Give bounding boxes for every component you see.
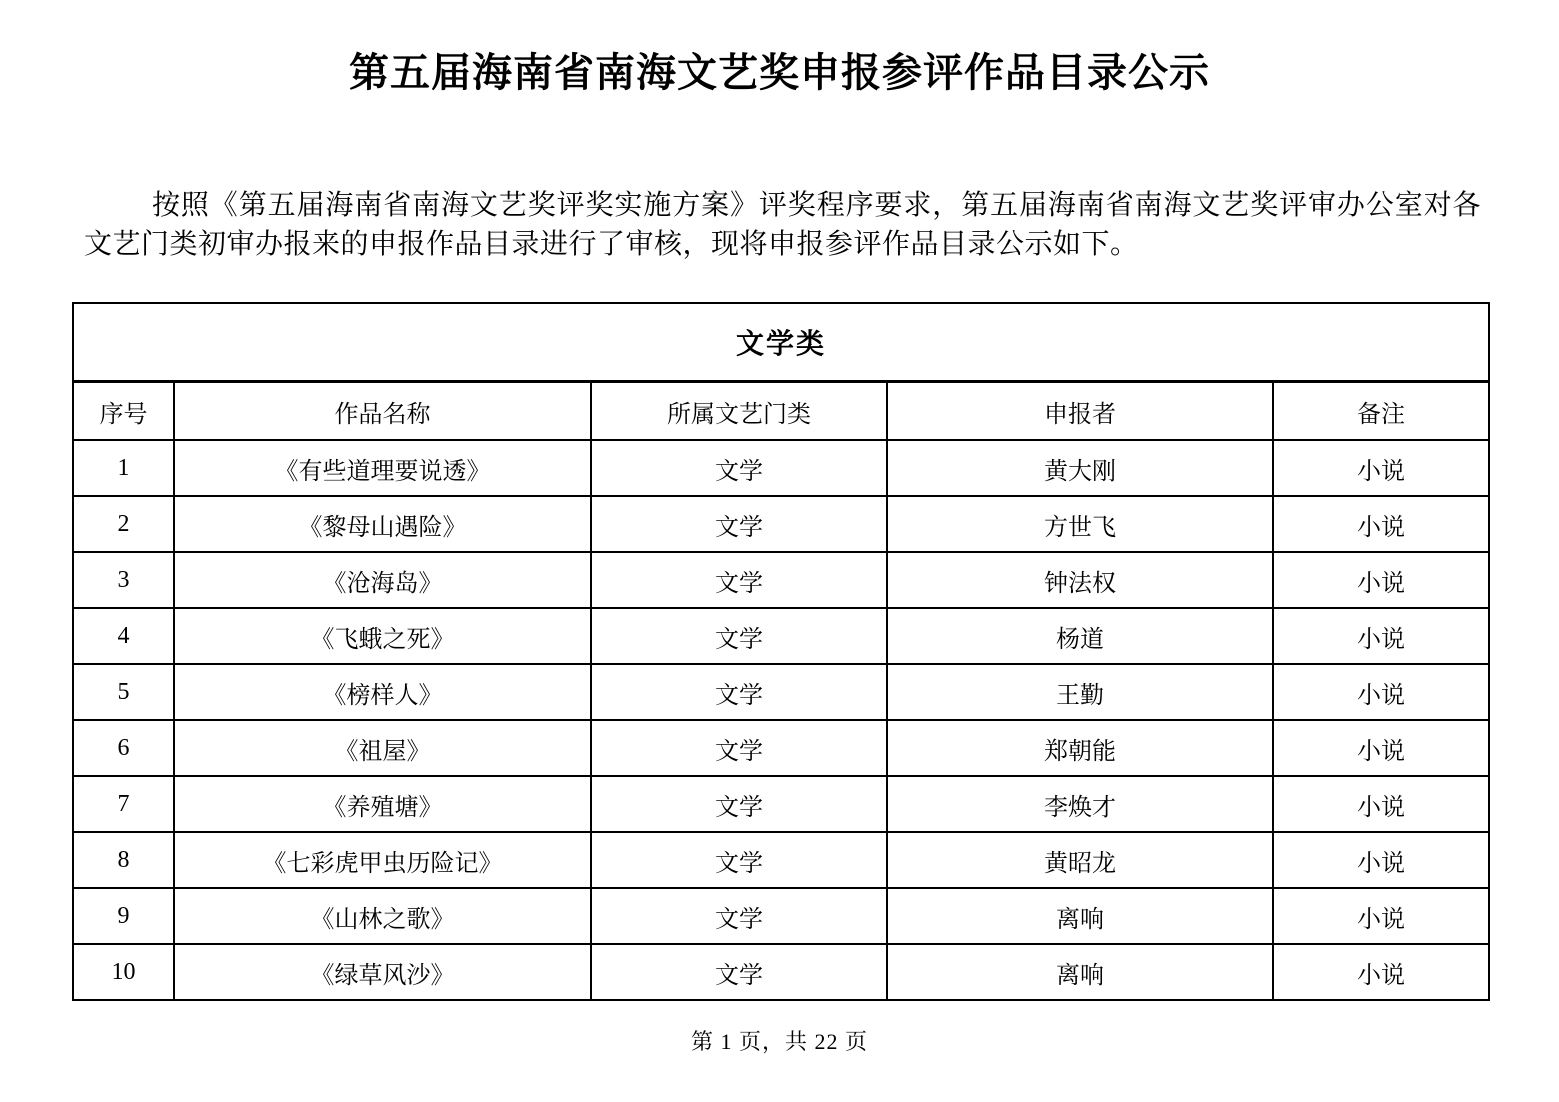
cell-applicant: 王勤 bbox=[887, 664, 1273, 720]
cell-work: 《黎母山遇险》 bbox=[174, 496, 591, 552]
table-section-row bbox=[73, 303, 1489, 382]
cell-applicant: 离响 bbox=[887, 888, 1273, 944]
cell-category: 文学 bbox=[591, 664, 887, 720]
cell-work: 《绿草风沙》 bbox=[174, 944, 591, 1000]
table-section-title: 文学类 bbox=[73, 303, 1489, 382]
cell-category: 文学 bbox=[591, 776, 887, 832]
cell-note: 小说 bbox=[1273, 888, 1489, 944]
cell-category: 文学 bbox=[591, 832, 887, 888]
cell-note: 小说 bbox=[1273, 720, 1489, 776]
cell-note: 小说 bbox=[1273, 832, 1489, 888]
table-row bbox=[73, 832, 1489, 888]
cell-no: 1 bbox=[73, 440, 174, 496]
cell-work: 《养殖塘》 bbox=[174, 776, 591, 832]
cell-category: 文学 bbox=[591, 944, 887, 1000]
cell-category: 文学 bbox=[591, 440, 887, 496]
table-row bbox=[73, 664, 1489, 720]
cell-work: 《飞蛾之死》 bbox=[174, 608, 591, 664]
table-row bbox=[73, 776, 1489, 832]
table-row bbox=[73, 496, 1489, 552]
works-catalog-table bbox=[72, 302, 1490, 1001]
cell-category: 文学 bbox=[591, 720, 887, 776]
cell-applicant: 离响 bbox=[887, 944, 1273, 1000]
cell-note: 小说 bbox=[1273, 776, 1489, 832]
cell-note: 小说 bbox=[1273, 664, 1489, 720]
cell-note: 小说 bbox=[1273, 552, 1489, 608]
table-body bbox=[73, 440, 1489, 1000]
cell-no: 9 bbox=[73, 888, 174, 944]
cell-applicant: 黄昭龙 bbox=[887, 832, 1273, 888]
cell-category: 文学 bbox=[591, 496, 887, 552]
cell-note: 小说 bbox=[1273, 496, 1489, 552]
cell-no: 4 bbox=[73, 608, 174, 664]
cell-work: 《祖屋》 bbox=[174, 720, 591, 776]
table-row bbox=[73, 440, 1489, 496]
cell-applicant: 钟法权 bbox=[887, 552, 1273, 608]
cell-applicant: 杨道 bbox=[887, 608, 1273, 664]
column-header: 申报者 bbox=[887, 382, 1273, 441]
column-header: 所属文艺门类 bbox=[591, 382, 887, 441]
table-row bbox=[73, 608, 1489, 664]
cell-category: 文学 bbox=[591, 888, 887, 944]
table-row bbox=[73, 552, 1489, 608]
table-header-row bbox=[73, 382, 1489, 441]
cell-no: 8 bbox=[73, 832, 174, 888]
cell-work: 《山林之歌》 bbox=[174, 888, 591, 944]
table-row bbox=[73, 888, 1489, 944]
cell-no: 10 bbox=[73, 944, 174, 1000]
cell-applicant: 黄大刚 bbox=[887, 440, 1273, 496]
intro-paragraph: 按照《第五届海南省南海文艺奖评奖实施方案》评奖程序要求，第五届海南省南海文艺奖评审办公室对各文艺门类初审办报来的申报作品目录进行了审核，现将申报参评作品目录公示如下。 bbox=[84, 190, 1481, 260]
cell-work: 《沧海岛》 bbox=[174, 552, 591, 608]
cell-note: 小说 bbox=[1273, 440, 1489, 496]
column-header: 作品名称 bbox=[174, 382, 591, 441]
page-number-footer: 第 1 页，共 22 页 bbox=[690, 1029, 868, 1054]
column-header: 序号 bbox=[73, 382, 174, 441]
cell-work: 《有些道理要说透》 bbox=[174, 440, 591, 496]
cell-work: 《榜样人》 bbox=[174, 664, 591, 720]
cell-no: 3 bbox=[73, 552, 174, 608]
page-title: 第五届海南省南海文艺奖申报参评作品目录公示 bbox=[349, 50, 1210, 95]
cell-category: 文学 bbox=[591, 552, 887, 608]
cell-applicant: 方世飞 bbox=[887, 496, 1273, 552]
table-row bbox=[73, 944, 1489, 1000]
cell-no: 6 bbox=[73, 720, 174, 776]
cell-no: 2 bbox=[73, 496, 174, 552]
column-header: 备注 bbox=[1273, 382, 1489, 441]
table-row bbox=[73, 720, 1489, 776]
cell-no: 5 bbox=[73, 664, 174, 720]
cell-applicant: 李焕才 bbox=[887, 776, 1273, 832]
cell-note: 小说 bbox=[1273, 944, 1489, 1000]
cell-no: 7 bbox=[73, 776, 174, 832]
cell-work: 《七彩虎甲虫历险记》 bbox=[174, 832, 591, 888]
cell-applicant: 郑朝能 bbox=[887, 720, 1273, 776]
cell-category: 文学 bbox=[591, 608, 887, 664]
cell-note: 小说 bbox=[1273, 608, 1489, 664]
